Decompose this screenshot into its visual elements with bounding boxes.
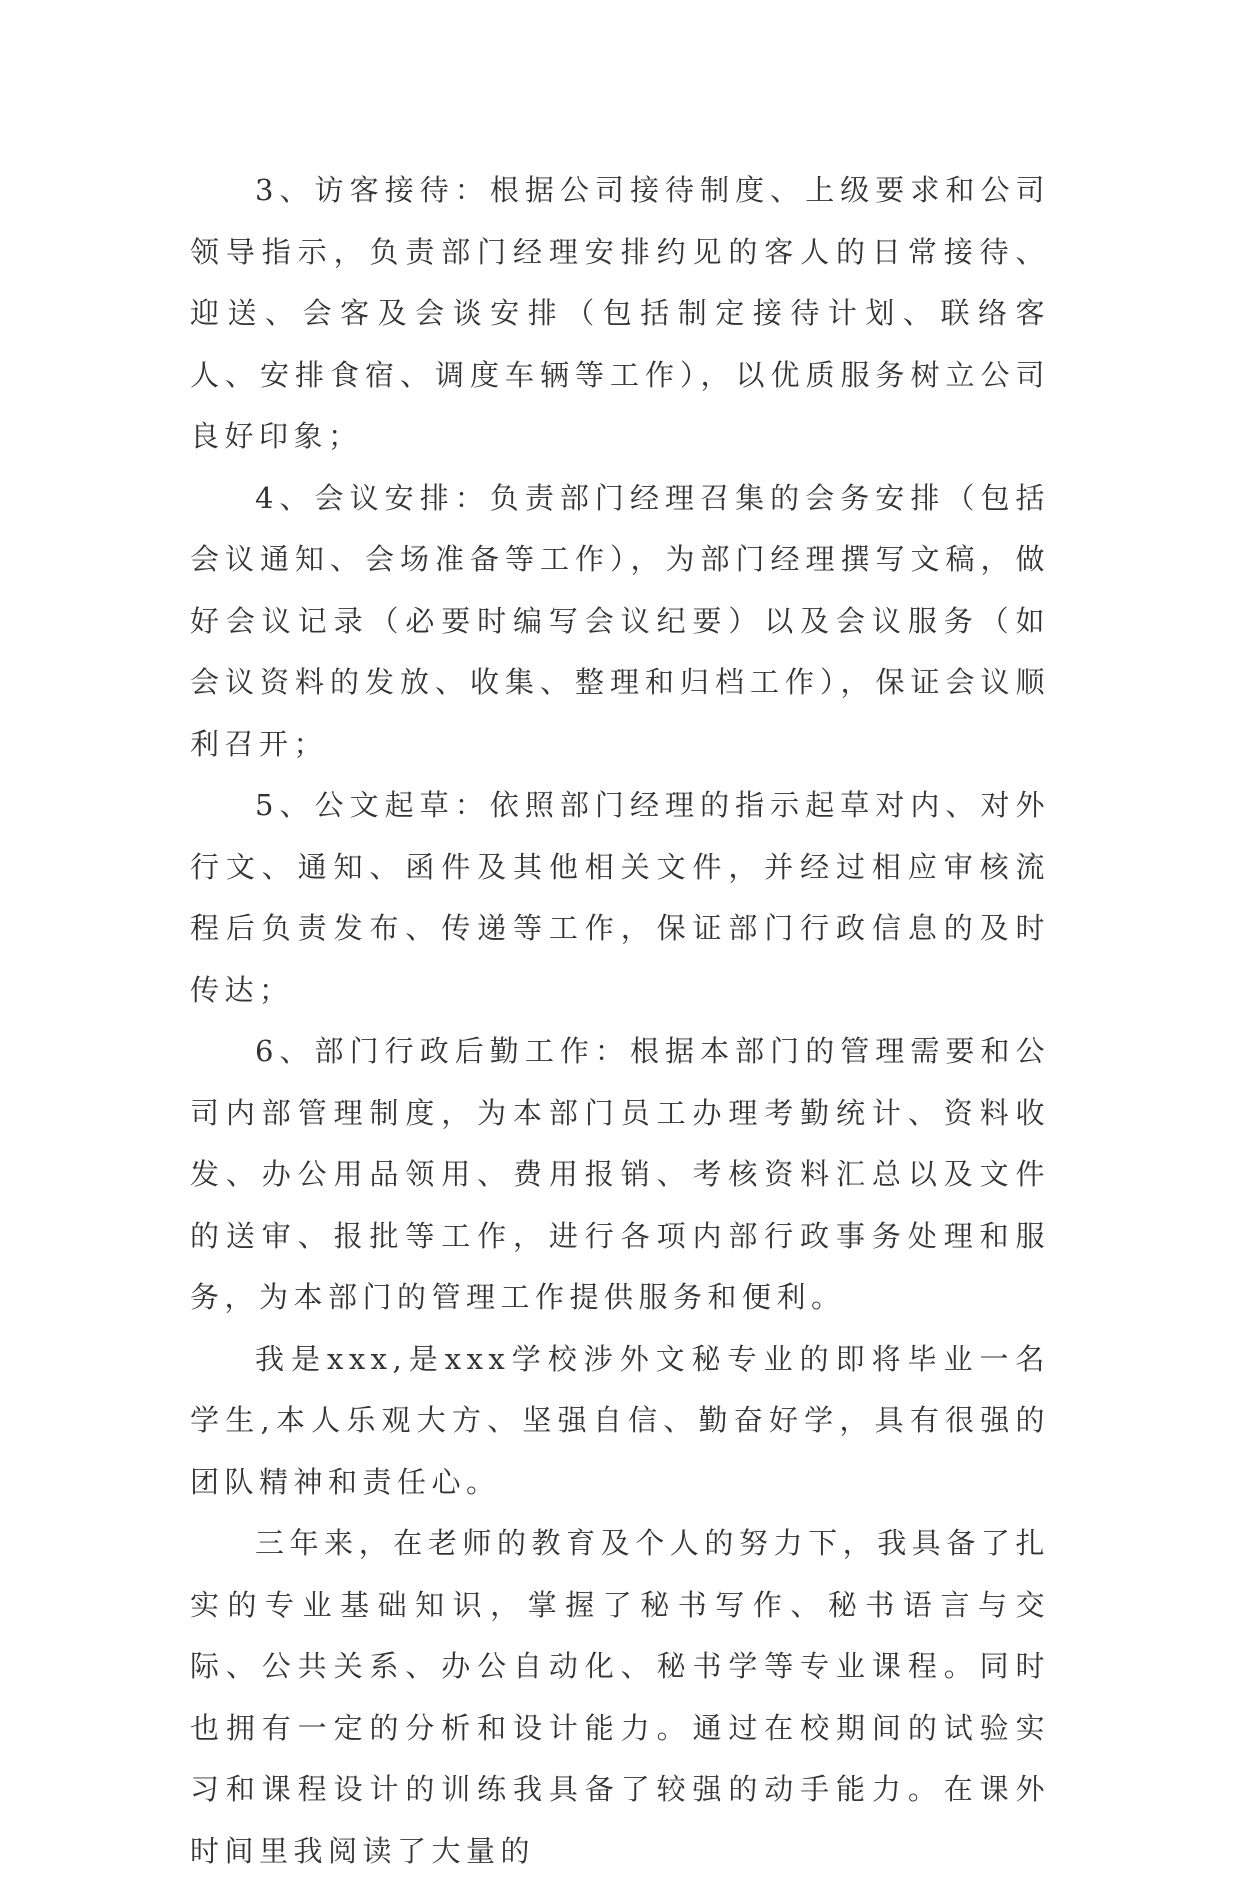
paragraph-meeting-arrangement: 4、会议安排：负责部门经理召集的会务安排（包括会议通知、会场准备等工作），为部门经理撰写文稿，做好会议记录（必要时编写会议纪要）以及会议服务（如会议资料的发放、收集、整理和归档工作），保证会议顺利召开； xyxy=(190,480,1050,761)
paragraph-document-drafting: 5、公文起草：依照部门经理的指示起草对内、对外行文、通知、函件及其他相关文件，并经过相应审核流程后负责发布、传递等工作，保证部门行政信息的及时传达； xyxy=(190,788,1050,1007)
paragraph-self-introduction: 我是xxx,是xxx学校涉外文秘专业的即将毕业一名学生,本人乐观大方、坚强自信、勤奋好学，具有很强的团队精神和责任心。 xyxy=(190,1341,1050,1499)
paragraph-visitor-reception: 3、访客接待：根据公司接待制度、上级要求和公司领导指示，负责部门经理安排约见的客人的日常接待、迎送、会客及会谈安排（包括制定接待计划、联络客人、安排食宿、调度车辆等工作），以优质服务树立公司良好印象； xyxy=(190,173,1050,453)
paragraph-admin-logistics: 6、部门行政后勤工作：根据本部门的管理需要和公司内部管理制度，为本部门员工办理考勤统计、资料收发、办公用品领用、费用报销、考核资料汇总以及文件的送审、报批等工作，进行各项内部行政事务处理和服务，为本部门的管理工作提供服务和便利。 xyxy=(190,1034,1050,1314)
document-body xyxy=(190,160,1050,1882)
paragraph-three-years: 三年来，在老师的教育及个人的努力下，我具备了扎实的专业基础知识，掌握了秘书写作、秘书语言与交际、公共关系、办公自动化、秘书学等专业课程。同时也拥有一定的分析和设计能力。通过在校期间的试验实习和课程设计的训练我具备了较强的动手能力。在课外时间里我阅读了大量的 xyxy=(190,1526,1050,1868)
